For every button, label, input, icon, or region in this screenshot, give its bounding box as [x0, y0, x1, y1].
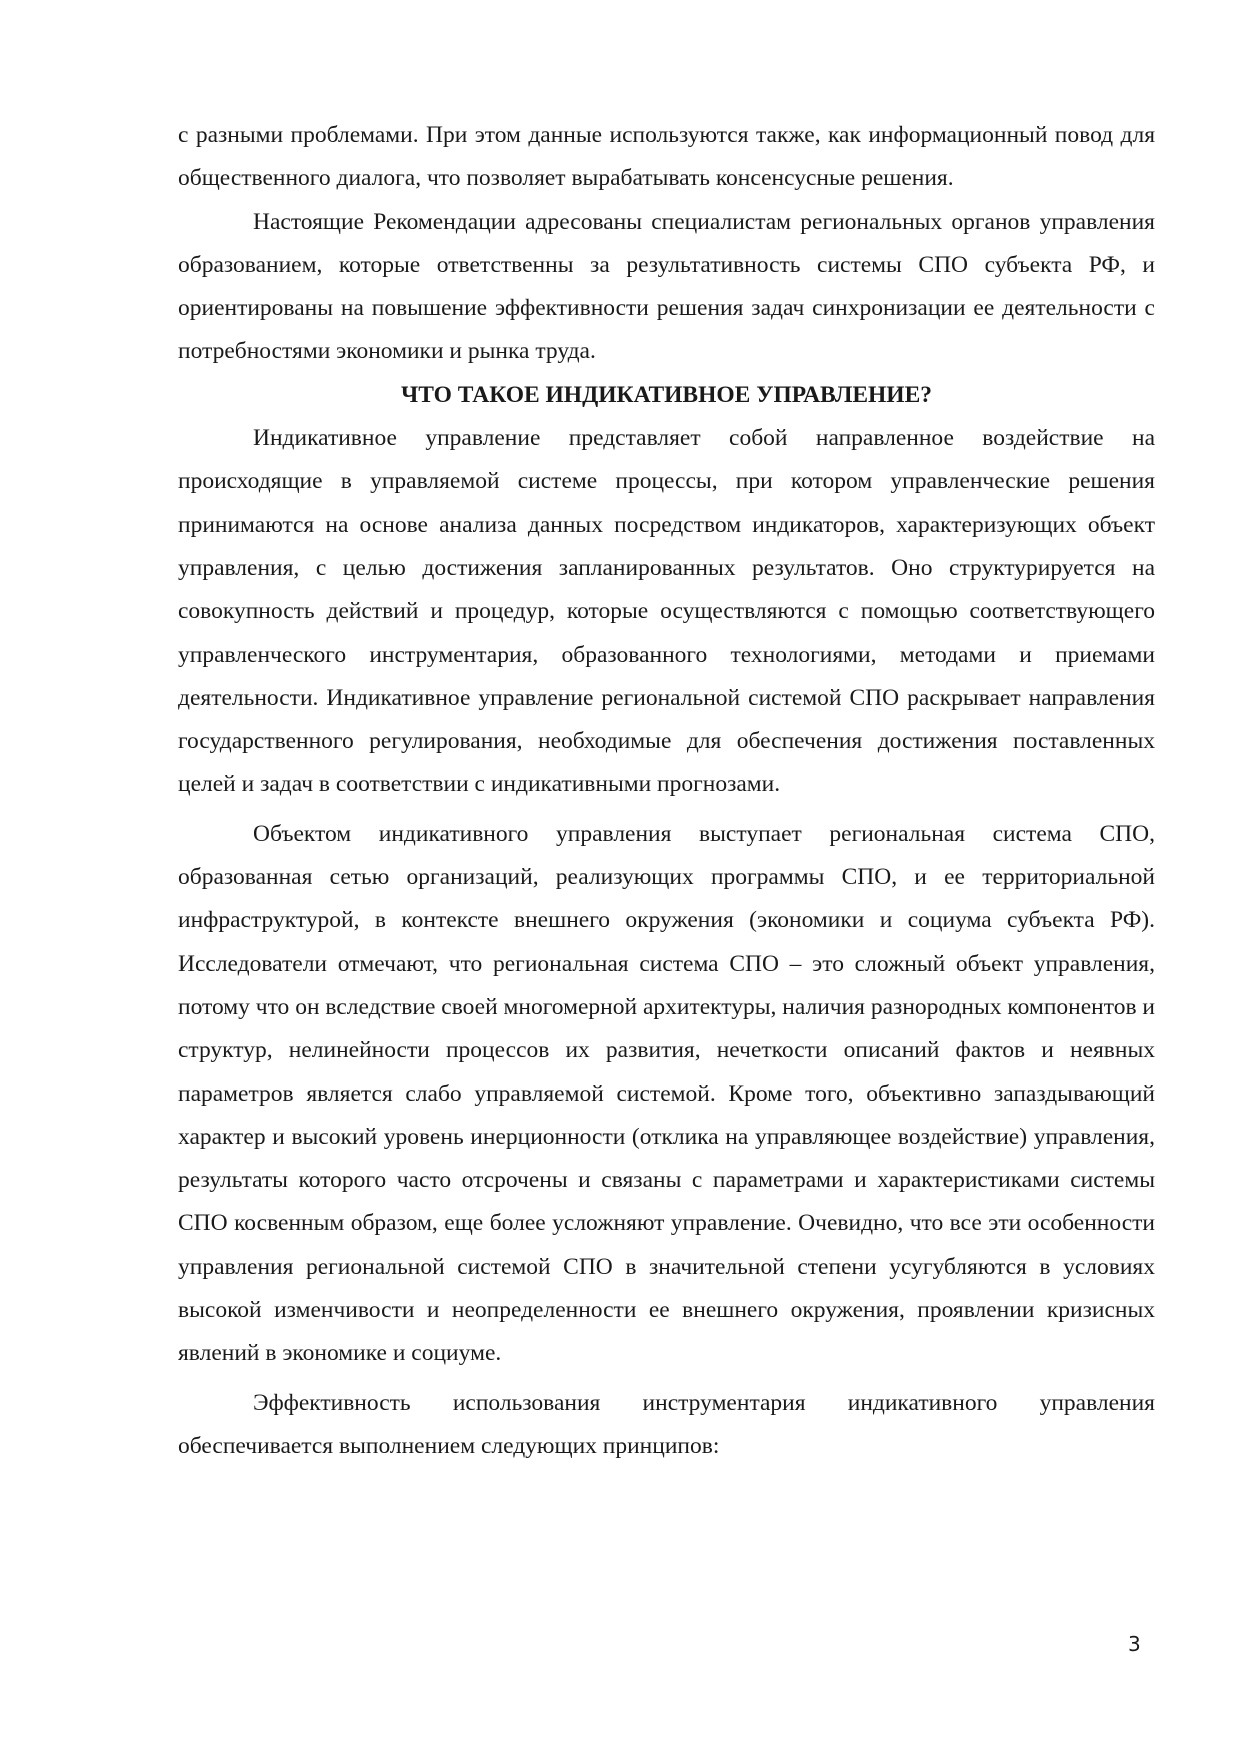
- paragraph-object: Объектом индикативного управления выступает региональная система СПО, образованная сетью организаций, реализующих программы СПО, и ее территориальной инфраструктурой, в контексте внешнего окружения (экономики и социума субъекта РФ). Исследователи отмечают, что региональная система СПО – это сложный объект управления, потому что он вследствие своей многомерной архитектуры, наличия разнородных компонентов и структур, нелинейности процессов их развития, нечеткости описаний фактов и неявных параметров является слабо управляемой системой. Кроме того, объективно запаздывающий характер и высокий уровень инерционности (отклика на управляющее воздействие) управления, результаты которого часто отсрочены и связаны с параметрами и характеристиками системы СПО косвенным образом, еще более усложняют управление. Очевидно, что все эти особенности управления региональной системой СПО в значительной степени усугубляются в условиях высокой изменчивости и неопределенности ее внешнего окружения, проявлении кризисных явлений в экономике и социуме.: [178, 820, 1155, 1367]
- paragraph-definition: Индикативное управление представляет собой направленное воздействие на происходящие в управляемой системе процессы, при котором управленческие решения принимаются на основе анализа данных посредством индикаторов, характеризующих объект управления, с целью достижения запланированных результатов. Оно структурируется на совокупность действий и процедур, которые осуществляются с помощью соответствующего управленческого инструментария, образованного технологиями, методами и приемами деятельности. Индикативное управление региональной системой СПО раскрывает направления государственного регулирования, необходимые для обеспечения достижения поставленных целей и задач в соответствии с индикативными прогнозами.: [178, 425, 1155, 798]
- paragraph-continuation: с разными проблемами. При этом данные используются также, как информационный повод для общественного диалога, что позволяет вырабатывать консенсусные решения.: [178, 122, 1155, 192]
- section-heading: ЧТО ТАКОЕ ИНДИКАТИВНОЕ УПРАВЛЕНИЕ?: [401, 381, 932, 408]
- page-body: [178, 114, 1155, 1468]
- paragraph-principles-intro: Эффективность использования инструментария индикативного управления обеспечивается выполнением следующих принципов:: [178, 1389, 1155, 1459]
- page-number: 3: [1128, 1632, 1141, 1656]
- paragraph-recommendations: Настоящие Рекомендации адресованы специалистам региональных органов управления образованием, которые ответственны за результативность системы СПО субъекта РФ, и ориентированы на повышение эффективности решения задач синхронизации ее деятельности с потребностями экономики и рынка труда.: [178, 208, 1155, 365]
